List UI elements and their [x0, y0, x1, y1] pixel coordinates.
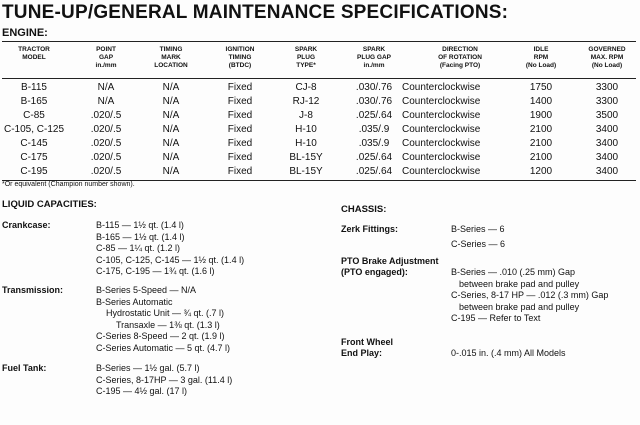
transmission-lines-line-5: C-Series Automatic — 5 qt. (4.7 l) — [96, 342, 231, 353]
header-col-5-line-0: SPARK — [362, 46, 386, 53]
table-cell-r4-c6: Counterclockwise — [402, 138, 481, 149]
table-cell-r5-c1: .020/.5 — [90, 152, 122, 163]
table-cell-r6-c0: C-195 — [20, 166, 48, 177]
table-cell-r5-c7: 2100 — [529, 152, 553, 163]
table-cell-r0-c4: CJ-8 — [295, 82, 317, 93]
table-cell-r6-c3: Fixed — [227, 166, 253, 177]
table-cell-r6-c6: Counterclockwise — [402, 166, 481, 177]
fuel-lines-line-2: C-195 — 4½ gal. (17 l) — [96, 386, 188, 396]
table-cell-r2-c7: 1900 — [529, 110, 553, 121]
header-col-4-line-2: TYPE* — [296, 62, 316, 69]
table-cell-r2-c2: N/A — [162, 110, 180, 121]
table-cell-r3-c0: C-105, C-125 — [3, 124, 65, 135]
header-col-8-line-1: MAX. RPM — [590, 54, 624, 61]
table-cell-r4-c0: C-145 — [20, 138, 48, 149]
pto-lines-line-3: between brake pad and pulley — [459, 301, 580, 312]
pto-label-line-1: (PTO engaged): — [341, 267, 408, 277]
zerk-fittings-label: Zerk Fittings: — [341, 224, 399, 234]
endplay-label-line-0: Front Wheel — [341, 337, 393, 347]
table-cell-r1-c0: B-165 — [20, 96, 48, 107]
header-col-8-line-0: GOVERNED — [588, 46, 626, 53]
table-cell-r5-c4: BL-15Y — [289, 152, 323, 163]
table-cell-r6-c5: .025/.64 — [355, 166, 393, 177]
endplay-label-line-1: End Play: — [341, 348, 383, 358]
pto-label-line-0: PTO Brake Adjustment — [341, 256, 439, 266]
table-cell-r0-c2: N/A — [162, 82, 180, 93]
table-cell-r0-c3: Fixed — [227, 82, 253, 93]
table-cell-r2-c0: C-85 — [23, 110, 45, 121]
table-cell-r1-c2: N/A — [162, 96, 180, 107]
table-cell-r2-c4: J-8 — [299, 110, 313, 121]
crankcase-lines-line-1: B-165 — 1½ qt. (1.4 l) — [96, 231, 185, 242]
table-cell-r3-c5: .035/.9 — [358, 124, 390, 135]
table-cell-r2-c6: Counterclockwise — [402, 110, 481, 121]
table-cell-r0-c5: .030/.76 — [355, 82, 393, 93]
header-col-3-line-2: (BTDC) — [228, 62, 252, 69]
header-col-7-line-2: (No Load) — [525, 62, 557, 69]
table-cell-r4-c4: H-10 — [295, 138, 317, 149]
table-cell-r2-c3: Fixed — [227, 110, 253, 121]
header-col-2-line-0: TIMING — [159, 46, 183, 53]
header-col-2-line-2: LOCATION — [154, 62, 188, 69]
table-cell-r3-c4: H-10 — [295, 124, 317, 135]
table-cell-r1-c1: N/A — [97, 96, 115, 107]
engine-subtitle: ENGINE: — [2, 27, 48, 39]
table-cell-r5-c2: N/A — [162, 152, 180, 163]
table-cell-r1-c3: Fixed — [227, 96, 253, 107]
table-cell-r1-c5: .030/.76 — [355, 96, 393, 107]
header-col-7-line-1: RPM — [533, 54, 549, 61]
table-header-rule — [2, 78, 636, 79]
table-cell-r6-c7: 1200 — [529, 166, 553, 177]
endplay-lines-line-0: 0-.015 in. (.4 mm) All Models — [451, 348, 566, 358]
header-col-8-line-2: (No Load) — [591, 62, 623, 69]
table-cell-r6-c4: BL-15Y — [289, 166, 323, 177]
table-cell-r1-c7: 1400 — [529, 96, 553, 107]
table-top-rule — [2, 41, 636, 42]
header-col-3-line-0: IGNITION — [225, 46, 255, 53]
table-cell-r3-c1: .020/.5 — [90, 124, 122, 135]
zerk-lines-line-0: B-Series — 6 — [451, 224, 505, 234]
header-col-4-line-1: PLUG — [296, 54, 316, 61]
table-cell-r2-c5: .025/.64 — [355, 110, 393, 121]
header-col-6-line-2: (Facing PTO) — [439, 62, 481, 69]
transmission-lines-line-2: Hydrostatic Unit — ¾ qt. (.7 l) — [106, 308, 225, 318]
transmission-lines-line-0: B-Series 5-Speed — N/A — [96, 285, 197, 295]
table-cell-r4-c3: Fixed — [227, 138, 253, 149]
fuel-lines-line-1: C-Series, 8-17HP — 3 gal. (11.4 l) — [96, 374, 233, 385]
table-cell-r0-c8: 3300 — [595, 82, 619, 93]
table-cell-r5-c0: C-175 — [20, 152, 48, 163]
crankcase-label: Crankcase: — [2, 220, 51, 230]
table-cell-r5-c6: Counterclockwise — [402, 152, 481, 163]
crankcase-lines-line-4: C-175, C-195 — 1¾ qt. (1.6 l) — [96, 266, 215, 276]
header-col-1-line-1: GAP — [98, 54, 114, 61]
table-cell-r4-c8: 3400 — [595, 138, 619, 149]
table-cell-r5-c3: Fixed — [227, 152, 253, 163]
table-cell-r4-c2: N/A — [162, 138, 180, 149]
header-col-6-line-1: OF ROTATION — [438, 54, 482, 61]
header-col-3-line-1: TIMING — [228, 54, 252, 61]
transmission-label: Transmission: — [2, 285, 64, 295]
chassis-heading: CHASSIS: — [341, 204, 387, 215]
table-cell-r3-c6: Counterclockwise — [402, 124, 481, 135]
header-col-1-line-0: POINT — [96, 46, 116, 53]
crankcase-lines-line-0: B-115 — 1½ qt. (1.4 l) — [96, 220, 184, 230]
table-cell-r2-c8: 3500 — [595, 110, 619, 121]
table-cell-r6-c8: 3400 — [595, 166, 619, 177]
table-cell-r3-c3: Fixed — [227, 124, 253, 135]
table-cell-r0-c1: N/A — [97, 82, 115, 93]
table-cell-r5-c5: .025/.64 — [355, 152, 393, 163]
table-cell-r1-c6: Counterclockwise — [402, 96, 481, 107]
crankcase-lines-line-2: C-85 — 1¼ qt. (1.2 l) — [96, 243, 181, 253]
table-cell-r3-c2: N/A — [162, 124, 180, 135]
header-col-2-line-1: MARK — [161, 54, 181, 61]
fuel-lines-line-0: B-Series — 1½ gal. (5.7 l) — [96, 363, 200, 373]
table-cell-r6-c1: .020/.5 — [90, 166, 122, 177]
header-col-6-line-0: DIRECTION — [442, 46, 478, 53]
liquid-capacities-heading: LIQUID CAPACITIES: — [2, 199, 97, 210]
page-title: TUNE-UP/GENERAL MAINTENANCE SPECIFICATIONS: — [2, 2, 509, 23]
pto-lines-line-4: C-195 — Refer to Text — [451, 313, 541, 323]
table-cell-r3-c7: 2100 — [529, 124, 553, 135]
table-cell-r2-c1: .020/.5 — [90, 110, 122, 121]
transmission-lines-line-4: C-Series 8-Speed — 2 qt. (1.9 l) — [96, 331, 225, 341]
table-cell-r3-c8: 3400 — [595, 124, 619, 135]
transmission-lines-line-1: B-Series Automatic — [96, 296, 173, 307]
header-col-7-line-0: IDLE — [533, 46, 549, 53]
table-cell-r5-c8: 3400 — [595, 152, 619, 163]
table-cell-r0-c6: Counterclockwise — [402, 82, 481, 93]
pto-lines-line-1: between brake pad and pulley — [459, 278, 580, 289]
table-cell-r1-c8: 3300 — [595, 96, 619, 107]
table-footnote: *Or equivalent (Champion number shown). — [2, 181, 135, 188]
table-cell-r4-c5: .035/.9 — [358, 138, 390, 149]
header-col-5-line-1: PLUG GAP — [357, 54, 391, 61]
header-col-0-line-0: TRACTOR — [18, 46, 50, 53]
header-col-0-line-1: MODEL — [22, 54, 46, 61]
zerk-lines-line-1: C-Series — 6 — [451, 239, 506, 249]
header-col-5-line-2: in./mm — [363, 62, 385, 69]
pto-lines-line-2: C-Series, 8-17 HP — .012 (.3 mm) Gap — [451, 290, 609, 300]
table-cell-r0-c0: B-115 — [21, 82, 47, 93]
header-col-4-line-0: SPARK — [294, 46, 318, 53]
pto-lines-line-0: B-Series — .010 (.25 mm) Gap — [451, 267, 576, 277]
table-cell-r6-c2: N/A — [162, 166, 180, 177]
table-cell-r4-c7: 2100 — [529, 138, 553, 149]
fuel-tank-label: Fuel Tank: — [2, 363, 47, 373]
crankcase-lines-line-3: C-105, C-125, C-145 — 1½ qt. (1.4 l) — [96, 254, 245, 265]
table-cell-r1-c4: RJ-12 — [292, 96, 320, 107]
table-cell-r0-c7: 1750 — [529, 82, 553, 93]
transmission-lines-line-3: Transaxle — 1⅜ qt. (1.3 l) — [116, 319, 220, 330]
table-cell-r4-c1: .020/.5 — [90, 138, 122, 149]
header-col-1-line-2: in./mm — [95, 62, 117, 69]
